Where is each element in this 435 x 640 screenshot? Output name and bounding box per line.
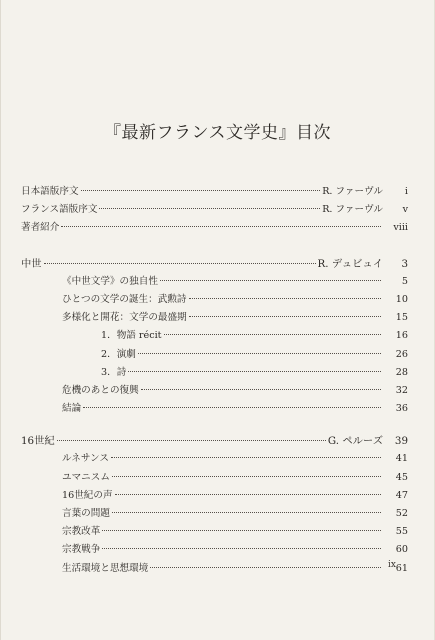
toc-entry-chanson-de-geste — [21, 291, 408, 309]
toc-entry-label: ルネサンス — [62, 453, 109, 465]
toc-entry-recit — [21, 327, 408, 345]
toc-section-sixteenth-century — [21, 432, 408, 450]
toc-entry-page: 55 — [395, 526, 408, 538]
toc-entry-page: viii — [393, 222, 408, 234]
toc-section-page: 3 — [401, 257, 408, 270]
dot-leader — [57, 439, 326, 441]
toc-entry-label: 《中世文学》の独自性 — [62, 275, 158, 287]
toc-entry-label: 言葉の問題 — [62, 508, 110, 519]
toc-entry-label: ユマニスム — [62, 471, 110, 483]
dot-leader — [138, 352, 381, 354]
dot-leader — [115, 493, 381, 495]
toc-section-author: G. ペルーズ — [327, 435, 383, 448]
toc-entry-page: 5 — [401, 275, 408, 287]
toc-entry-page: 10 — [395, 293, 408, 305]
toc-entry-label: 16世紀の声 — [62, 489, 113, 501]
toc-entry-label: 宗教戦争 — [62, 544, 101, 556]
toc-entry-japanese-preface — [21, 183, 408, 201]
dot-leader — [81, 189, 321, 191]
toc-entry-page: 32 — [395, 384, 408, 396]
toc-section-label: 中世 — [21, 257, 42, 270]
toc-entry-renaissance — [21, 450, 408, 468]
toc-entry-label: 多様化と開花：文学の最盛期 — [62, 312, 187, 324]
toc-section-middle-ages — [21, 255, 408, 273]
toc-section-page: 39 — [394, 435, 408, 448]
toc-entry-author-intro — [21, 219, 408, 237]
dot-leader — [189, 315, 381, 317]
toc-entry-author: R. ファーヴル — [322, 186, 383, 197]
dot-leader — [128, 370, 381, 372]
toc-entry-page: 61 — [395, 562, 408, 574]
toc-entry-language-question — [21, 505, 408, 523]
toc-entry-conclusion — [21, 400, 408, 418]
dot-leader — [160, 279, 381, 281]
toc-title: 『最新フランス文学史』目次 — [104, 123, 331, 143]
toc-entry-poetry — [21, 364, 408, 382]
dot-leader — [111, 456, 381, 458]
toc-entry-page: 52 — [395, 508, 408, 519]
dot-leader — [189, 297, 381, 299]
dot-leader — [83, 406, 381, 408]
toc-entry-page: i — [404, 186, 408, 197]
toc-entry-page: 60 — [395, 544, 408, 556]
toc-entry-humanism — [21, 469, 408, 487]
table-of-contents — [21, 183, 408, 578]
toc-entry-label: ひとつの文学の誕生：武勲詩 — [62, 293, 187, 305]
dot-leader — [102, 529, 381, 531]
toc-entry-page: 47 — [395, 489, 408, 501]
dot-leader — [164, 333, 382, 335]
toc-section-label: 16世紀 — [21, 435, 55, 448]
dot-leader — [61, 225, 381, 227]
toc-entry-label: 3．詩 — [101, 366, 127, 378]
toc-entry-label: 日本語版序文 — [21, 186, 79, 197]
toc-entry-life-and-thought-environment — [21, 560, 408, 578]
dot-leader — [44, 262, 316, 264]
toc-entry-label: 生活環境と思想環境 — [62, 562, 149, 574]
toc-entry-label: フランス語版序文 — [21, 204, 98, 216]
toc-entry-author: R. ファーヴル — [322, 204, 383, 216]
toc-entry-label: 危機のあとの復興 — [62, 384, 139, 396]
dot-leader — [141, 388, 381, 390]
toc-entry-post-crisis-revival — [21, 382, 408, 400]
toc-entry-label: 結論 — [62, 403, 82, 415]
toc-entry-wars-of-religion — [21, 541, 408, 559]
toc-entry-page: 36 — [395, 403, 408, 415]
toc-entry-french-preface — [21, 201, 408, 219]
toc-entry-literary-flourishing — [21, 309, 408, 327]
toc-entry-page: 15 — [395, 312, 408, 324]
toc-entry-page: v — [402, 204, 408, 216]
page-number: ix — [388, 560, 396, 570]
toc-entry-label: 1．物語 récit — [101, 330, 162, 342]
toc-section-author: R. デュビュイ — [317, 257, 383, 270]
dot-leader — [112, 475, 381, 477]
toc-entry-page: 26 — [395, 348, 408, 360]
toc-entry-label: 著者紹介 — [21, 222, 60, 234]
toc-entry-label: 宗教改革 — [62, 526, 101, 538]
dot-leader — [150, 566, 381, 568]
toc-entry-voices-16th-century — [21, 487, 408, 505]
toc-entry-label: 2．演劇 — [101, 348, 136, 360]
toc-entry-page: 41 — [395, 453, 408, 465]
toc-entry-page: 45 — [395, 471, 408, 483]
dot-leader — [99, 207, 320, 209]
toc-entry-page: 28 — [395, 366, 408, 378]
toc-entry-theater — [21, 346, 408, 364]
dot-leader — [112, 511, 381, 513]
dot-leader — [102, 547, 381, 549]
toc-entry-medieval-originality — [21, 273, 408, 291]
toc-entry-reformation — [21, 523, 408, 541]
toc-entry-page: 16 — [395, 330, 408, 342]
